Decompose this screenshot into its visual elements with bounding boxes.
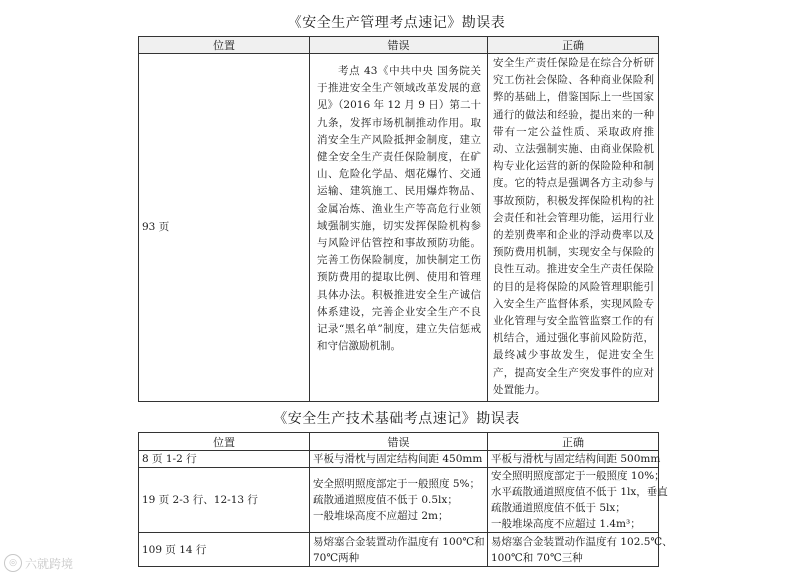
table-header-row (139, 37, 659, 54)
header-correct: 正确 (488, 433, 659, 451)
table-row (139, 533, 659, 567)
wrong-line: 易熔塞合金装置动作温度有 100℃和 (313, 535, 485, 548)
header-wrong: 错误 (310, 433, 488, 451)
row-wrong-text: 考点 43《中共中央 国务院关于推进安全生产领域改革发展的意见》（2016 年 12 月 9 日）第二十九条，发挥市场机制推动作用。取消安全生产风险抵押金制度，建立健全安全生产责任保险制度，在矿山、危险化学品、烟花爆竹、交通运输、建筑施工、民用爆炸物品、金属冶炼、渔业生产等高危行业领域强制实施，切实发挥保险机构参与风险评估管控和事故预防功能。完善工伤保险制度，加快制定工伤预防费用的提取比例、使用和管理具体办法。积极推进安全生产诚信体系建设，完善企业安全生产不良记录“黑名单”制度，建立失信惩戒和守信激励机制。 (310, 54, 488, 402)
wrong-line: 安全照明照度部定于一般照度 5%； (313, 478, 480, 490)
watermark-text: 六就跨境 (25, 556, 74, 571)
row-correct-text: 安全生产责任保险是在综合分析研究工伤社会保险、各种商业保险利弊的基础上，借鉴国际上一些国家通行的做法和经验，提出来的一种带有一定公益性质、采取政府推动、立法强制实施、由商业保险机构专业化运营的新的保险险种和制度。它的特点是强调各方主动参与事故预防，积极发挥保险机构的社会责任和社会管理功能，运用行业的差别费率和企业的浮动费率以及预防费用机制，实现安全与保险的良性互动。推进安全生产责任保险的目的是将保险的风险管理职能引入安全生产监督体系，实现风险专业化管理与安全监管监察工作的有机结合，通过强化事前风险防范，最终减少事故发生，促进安全生产，提高安全生产突发事件的应对处置能力。 (488, 54, 659, 402)
row-correct-text (488, 451, 659, 468)
watermark (4, 554, 73, 572)
row-wrong-text (310, 468, 488, 533)
correct-line: 安全照明照度部定于一般照度 10%； (491, 470, 665, 482)
erratum-title-management: 《安全生产管理考点速记》勘误表 (287, 15, 506, 31)
row-correct-text (488, 468, 668, 533)
row-position: 109 页 14 行 (139, 533, 310, 567)
header-position: 位置 (139, 433, 310, 451)
wrong-line: 疏散通道照度值不低于 0.5lx； (313, 494, 458, 506)
correct-line: 疏散通道照度值不低于 5lx； (491, 502, 626, 514)
header-wrong: 错误 (310, 37, 488, 54)
table-row (139, 54, 659, 402)
header-correct: 正确 (488, 37, 659, 54)
correct-line: 易熔塞合金装置动作温度有 102.5℃、 (491, 535, 673, 548)
erratum-title-technology: 《安全生产技术基础考点速记》勘误表 (273, 411, 520, 427)
row-position: 19 页 2-3 行、12-13 行 (139, 468, 310, 533)
table-header-row (139, 433, 659, 451)
header-position: 位置 (139, 37, 310, 54)
correct-line: 100℃和 70℃三种 (491, 551, 583, 564)
row-wrong-text (310, 451, 488, 468)
erratum-table-management (138, 36, 659, 402)
row-correct-text (488, 533, 673, 567)
correct-line: 水平疏散通道照度值不低于 1lx，垂直 (491, 486, 668, 498)
circle-logo-icon: ◎ (4, 554, 22, 572)
wrong-line: 平板与滑枕与固定结构间距 450mm (313, 453, 483, 465)
table-row (139, 468, 659, 533)
correct-line: 一般堆垛高度不应超过 1.4m³； (491, 518, 641, 530)
table-row (139, 451, 659, 468)
erratum-table-technology (138, 432, 673, 567)
row-position: 93 页 (139, 54, 310, 402)
correct-line: 平板与滑枕与固定结构间距 500mm (491, 453, 661, 465)
wrong-line: 一般堆垛高度不应超过 2m； (313, 510, 449, 522)
row-position: 8 页 1-2 行 (139, 451, 310, 468)
wrong-line: 70℃两种 (313, 551, 360, 564)
row-wrong-text (310, 533, 488, 567)
